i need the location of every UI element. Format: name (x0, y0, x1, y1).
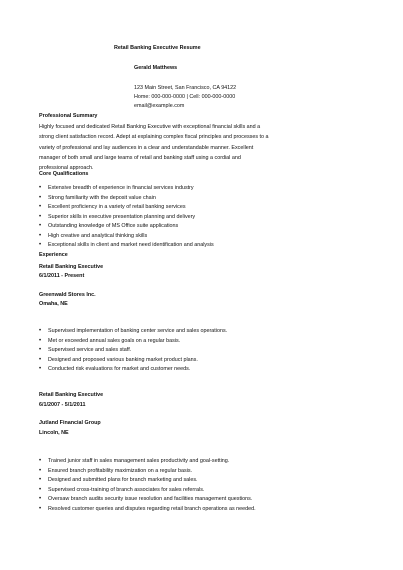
list-item: • Conducted risk evaluations for market and customer needs. (39, 365, 227, 375)
list-item: • Oversaw branch audits security issue resolution and facilities management questions. (39, 495, 256, 505)
list-item: • Supervised implementation of banking center service and sales operations. (39, 327, 227, 337)
list-item: • Met or exceeded annual sales goals on a regular basis. (39, 337, 227, 347)
job-dates: 6/1/2011 - Present (39, 273, 85, 279)
list-item: • Strong familiarity with the deposit value chain (39, 194, 214, 204)
list-item: • Designed and submitted plans for branch marketing and sales. (39, 476, 256, 486)
qualifications-list (39, 184, 214, 251)
job-location: Lincoln, NE (39, 430, 69, 436)
job-title: Retail Banking Executive (39, 392, 104, 398)
job-company: Greenwald Stores Inc. (39, 292, 96, 298)
job-dates: 6/1/2007 - 5/1/2011 (39, 402, 86, 408)
job-bullets (39, 457, 256, 515)
list-item: • Supervised service and sales staff. (39, 346, 227, 356)
list-item: • Supervised cross-training of branch associates for sales referrals. (39, 486, 256, 496)
job-company: Jutland Financial Group (39, 420, 101, 426)
job-bullets (39, 327, 227, 375)
contact-address: 123 Main Street, San Francisco, CA 94122 (134, 85, 237, 91)
list-item: • Designed and proposed various banking market product plans. (39, 356, 227, 366)
list-item: • Outstanding knowledge of MS Office suite applications (39, 222, 214, 232)
list-item: • Excellent proficiency in a variety of retail banking services (39, 203, 214, 213)
candidate-name: Gerald Matthews (134, 65, 178, 71)
resume-title: Retail Banking Executive Resume (114, 45, 201, 51)
qualifications-heading: Core Qualifications (39, 171, 89, 177)
list-item: • Trained junior staff in sales management sales productivity and goal-setting. (39, 457, 256, 467)
list-item: • High creative and analytical thinking skills (39, 232, 214, 242)
contact-email: email@example.com (134, 103, 185, 109)
job-location: Omaha, NE (39, 301, 68, 307)
list-item: • Exceptional skills in client and market need identification and analysis (39, 241, 214, 251)
list-item: • Ensured branch profitability maximization on a regular basis. (39, 467, 256, 477)
summary-heading: Professional Summary (39, 113, 98, 119)
summary-text: Highly focused and dedicated Retail Banking Executive with exceptional financial skills and a strong client satisfaction record. Adept at explaining complex fiscal principles and processes to a variety of professional and lay audiences in a clear and understandable manner. Excellent manager of both small and large teams of retail and banking staff using a cordial and professional approach. (39, 124, 269, 172)
list-item: • Resolved customer queries and disputes regarding retail branch operations as needed. (39, 505, 256, 515)
list-item: • Extensive breadth of experience in financial services industry (39, 184, 214, 194)
experience-heading: Experience (39, 252, 68, 258)
contact-phones: Home: 000-000-0000 | Cell: 000-000-0000 (134, 94, 236, 100)
job-title: Retail Banking Executive (39, 264, 104, 270)
list-item: • Superior skills in executive presentation planning and delivery (39, 213, 214, 223)
